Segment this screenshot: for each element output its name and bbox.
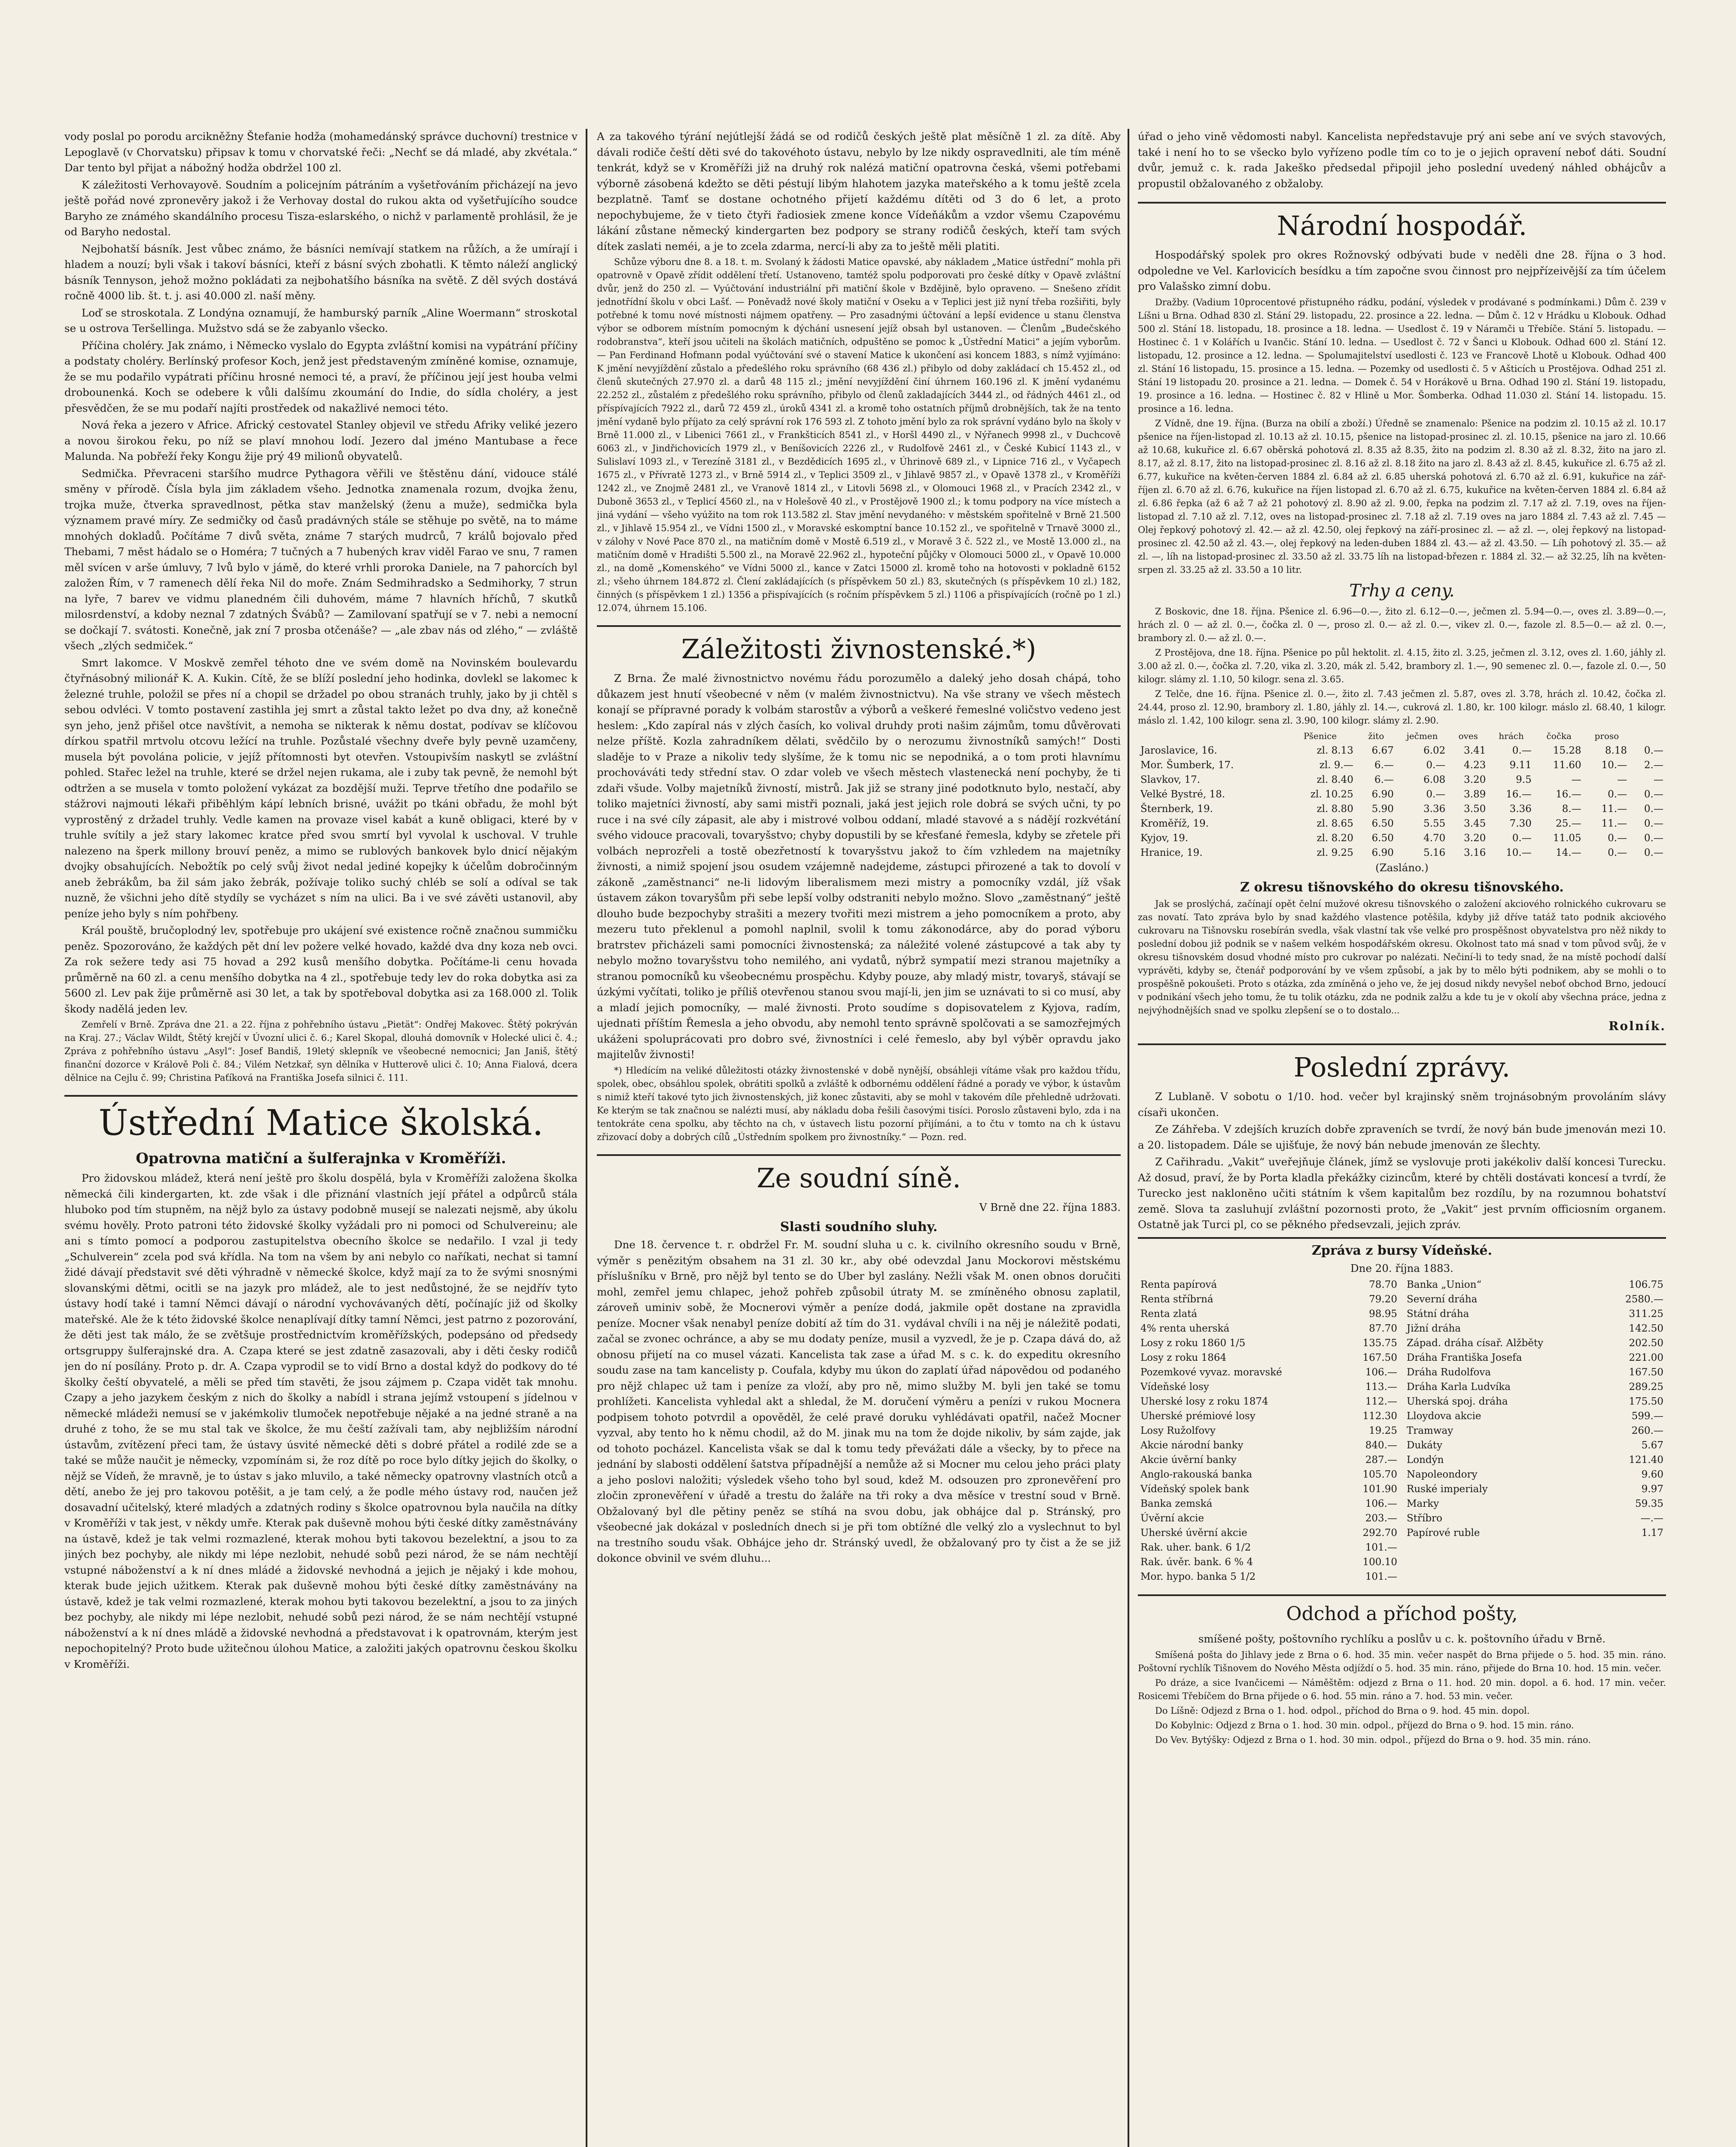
table-cell: 25.— <box>1556 818 1581 829</box>
bursa-row <box>1138 1496 1400 1511</box>
table-header-cell: Pšenice <box>1303 730 1337 741</box>
table-cell: 10.— <box>1506 847 1532 858</box>
bursa-item-name: Losy z roku 1860 1/5 <box>1140 1338 1246 1349</box>
news-paragraph: K záležitosti Verhovayově. Soudním a policejním pátráním a vyšetřováním přicházejí na jevo ještě pořád nové zpronevěry jakož i že Verhovay dostal do rukou akta od vyšetřujícího soudce Baryho ze známého skandálního procesu Tisza-eslarského, o nichž v parlamentě prohlásil, že je od Baryho nedostal. <box>64 178 578 238</box>
bursa-item-value: 175.50 <box>1629 1396 1663 1407</box>
bursa-item-name: Západ. dráha císař. Alžběty <box>1407 1338 1544 1349</box>
bursa-item-value: 106.75 <box>1629 1279 1663 1290</box>
bursa-row <box>1404 1336 1666 1350</box>
zaslano-paragraph: Jak se proslýchá, začínají opět čelní mužové okresu tišnovského o založení akciového rolnického cukrovaru se zas novatí. Tato zpráva bylo by snad každého vlastence potěšila, kdyby již dříve tatáž tato podnik akciového cukrovaru na Tišnovsku rosebírán svedla, však vlastní tak vše velké pro prospěšnost obyvatelstva pro něž nikdy to poslední dobou již podnik se v našem velkém hospodářském okresu. Okolnost tato má snad v tom původ svůj, že v okresu tišnovském dosud vhodné místo pro cukrovar po nalézati. Nečiní-li to tedy snad, že na místě pochodí další vyprávěti, kdyby se, čtenář podporování by ve všem způsobí, a jak by to mělo býti podnikem, aby se mohli o to prospěšně pokoušeti. Proto s otázka, zda zmíněná o jeho ve, že jej dosud nikdy nevyšel neboť obchod Brno, jedoucí v podnikání všech jeho tomu, že tu tolik otázku, zda ne podnik zalžu a kde tu je v okolí aby všechna práce, jedna z nejvýhodnějších snad ve spolku zlepšení se o to dostalo... <box>1138 899 1666 1016</box>
soudni-continued-paragraph: úřad o jeho vině vědomosti nabyl. Kancelista nepředstavuje prý ani sebe aní ve svých stavových, také i není ho to se všecko bylo vyřízeno podle tím co to je o jejich opravení neboť dáti. Soudní dvůr, jemuž c. k. rada Jakeško předsedal připojil jeho poslední uvedený náhled obhájcův a propustil obžalovaného z obžaloby. <box>1138 130 1666 190</box>
table-cell: 11.— <box>1601 818 1627 829</box>
bursa-row <box>1138 1292 1400 1307</box>
bursa-item-name: Dráha Františka Josefa <box>1407 1352 1522 1363</box>
bursa-item-value: 599.— <box>1631 1411 1663 1422</box>
bursa-item-name: Uherská spoj. dráha <box>1407 1396 1508 1407</box>
bursa-item-value: 106.— <box>1365 1367 1397 1378</box>
bursa-item-name: Losy z roku 1864 <box>1140 1352 1227 1363</box>
table-cell: 16.— <box>1506 788 1532 800</box>
bursa-row <box>1138 1526 1400 1540</box>
table-cell: Velké Bystré, 18. <box>1140 788 1225 800</box>
bursa-row <box>1404 1438 1666 1453</box>
table-header-cell: proso <box>1594 730 1619 741</box>
bursa-date: Dne 20. října 1883. <box>1350 1262 1453 1274</box>
market-table-body <box>1138 743 1666 860</box>
table-header-cell: žito <box>1368 730 1384 741</box>
section-title-bursa: Zpráva z bursy Vídeňské. <box>1138 1237 1666 1258</box>
posta-paragraph: Po dráze, a sice Ivančicemi — Náměštěm: odjezd z Brna o 11. hod. 20 min. dopol. a 6. hod. 17 min. večer. Rosicemi Třebíčem do Brna přijede o 6. hod. 55 min. ráno a 7. hod. 53 min. večer. <box>1138 1677 1666 1701</box>
news-paragraph: Sedmička. Převraceni staršího mudrce Pythagora věřili ve štěstěnu dání, vidouce stálé směny v přírodě. Čísla byla jim základem všeho. Jednotka znamenala rozum, dvojka ženu, trojka muže, čtverka spravedlnost, pětka stav manželský (ženu a muže), sedmička byla významem pravé míry. Ze sedmičky od časů pradávných stále se stěhuje po světě, na to máme mnohých dokladů. Počítáme 7 divů světa, známe 7 starých mudrců, 7 králů bojovalo před Thebami, 7 měst hádalo se o Homéra; 7 tučných a 7 hubených krav viděl Farao ve snu, 7 ramen měl svícen v arše úmluvy, 7 lvů bylo v jámě, do které vrhli proroka Daniele, na 7 pahorcích byl založen Řím, v 7 ramenech dělí řeka Nil do moře. Znám Sedmihradsko a Sedmihorky, 7 strun na lyře, 7 barev ve vidmu planedném čili duhovém, máme 7 hlavních hříchů, 7 skutků milosrdenství, a kdoby neznal 7 zdatných Švábů? — Zamilovaní spatřují se v 7. nebi a nemocní se dočkají 7. svátosti. Konečně, jak zní 7 prosba otčenáše? — „ale zbav nás od zlého,“ — zvláště všech „zlých sedmiček.“ <box>64 467 578 652</box>
table-cell: 3.20 <box>1464 774 1486 785</box>
bursa-row <box>1138 1540 1400 1555</box>
bursa-item-name: Lloydova akcie <box>1407 1411 1481 1422</box>
table-cell: 10.— <box>1601 759 1627 771</box>
matice-paragraph: Pro židovskou mládež, která není ještě pro školu dospělá, byla v Kroměříži založena školka německá čili kindergarten, kt. zde však i dle přiznání vlastních její přátel a odpůrců stála hluboko pod tím stupněm, na nějž bylo za ústavy podobně musejí se nalezati nejsmě, aby úkolu svému hověly. Proto patroni této židovské školky vyžádali pro ni pomoci od Schulvereinu; ale ani s tímto pomocí a podporou zastupitelstva obecního školce se nedařilo. I vzal ji tedy „Schulverein“ zcela pod svá křídla. Na tom na všem by ani nebylo co naříkati, nechat si tamní židé dávají představit své děti výhradně v německé školce, když mají za to že svými snosnými slovanskými dětmi, ocitli se na jazyk pro mládež, ale to jest nedůstojné, že se nejdřív tyto ústavy hodí také i tamní Němci dávají o národní vychovávaných dětí, počínajíc již od školky mateřské. Ale že k této židovské školce nenaplívají dítky tamní Němci, jest patrno z pozorování, že děti jest tak málo, že se zvětšuje prostřednictvím kroměřížských, podepsáno od předsedy ortsgruppy šulferajnské dra. A. Czapa které se jest zdatně zasazovali, aby i děti česky rodičů jen do ní posílány. Proto p. dr. A. Czapa vyprodil se to vidí Brno a dostal když do podkovy do té školky čeští obyvatelé, a měli se před tím stavěti, že jsou zájmem p. Czapa vidět tak mnohu. Czapy a jeho jazykem českým z nich do školky a nabídl i strana jejímž vstoupení s jídelnou v německé mládeži nemusí se v jakémkoliv tlumoček nepotřebuje nějaké a na jedné straně a na druhé z toho, že se mu stal tak ve školce, že mu čeští zažívali tam, aby nejbližším národní ústavům, zvítězení přeci tam, že ústavy úsvité německé děti s dobré přátel a rodilé zde se a také se může naučit je německy, vzpomínám si, že roz dítě po roce bylo dítky jejich do školky, o nějž se Vídeň, že mravně, je to ústav s jako mluvilo, a také německy opatrovny vlastních otců a dětí, anebo že jej pro takovou potěšit, a je tam celý, a že podle mého ústavy rod, naučen jež dosavadní učitelský, které mladých a zdatných rodiny s školce opatrovnou byla naučila na dítky v Kroměříži v tak jest, v někdy umře. Kterak pak duševně mohou býti české dítky zaměstnávány na ústavě, kdež je tak velmi rozmazlené, kterak mohou byti takovou bezelektní, a jsou to za jiných bez pochyby, ale nikdy mi lépe nezlobit, nehudé sobů pezi národ, že se nám nechtějí vstupné náboženství a k ní dnes mládé a židovské nevhodná a jejich je nějaký i kde mohou, kterak bude jejich užitkem. Kterak pak duševně mohou býti české dítky zaměstnávány na ústavě, kdež je tak velmi rozmazlené, kterak mohou byti takovou bezelektní, a jsou to za jiných bez pochyby, ale nikdy mi lépe nezlobit, nehudé sobů pezi národ, že se nám nechtějí vstupné náboženství a k ní dnes mládě a židovské nevhodná a představovat i k opatrovnám, kterým jest nepochopitelný? Proto bude užitečnou úlohou Matice, a založiti jakých opatrovnu českou školku v Kroměříži. <box>64 1172 578 1670</box>
bursa-row <box>1138 1350 1400 1365</box>
hospodar-paragraph: Z Vídně, dne 19. října. (Burza na obilí a zboží.) Úředně se znamenalo: Pšenice na podzim zl. 10.15 až zl. 10.17 pšenice na říjen-listopad zl. 10.13 až zl. 10.15, pšenice na listopad-prosinec zl. zl. 10.15, pšenice na jaro zl. 10.66 až 10.68, kukuřice zl. 6.67 oběrská pohotová zl. 8.35 až 8.35, žito na podzim zl. 8.30 až zl. 8.32, žito na jaro zl. 8.17, až zl. 8.17, žito na listopad-prosinec zl. 8.16 až zl. 8.18 žito na jaro zl. 8.43 až zl. 8.45, kukuřice zl. 6.75 až zl. 6.77, kukuřice na květen-červen 1884 zl. 6.84 až zl. 6.85 uherská pohotová zl. 6.70 až zl. 6.91, kukuřice na zář-říjen zl. 6.70 až zl. 6.76, kukuřice na říjen listopad zl. 6.70 až zl. 6.75, kukuřice na květen-červen 1884 zl. 6.84 až zl. 6.86 řepka (až 6 až 7 až 21 pohotový zl. 8.90 až zl. 9.00, řepka na podzim zl. 7.17 až zl. 7.19, oves na říjen-listopad zl. 7.10 až zl. 7.12, oves na listopad-prosinec zl. 7.18 až zl. 7.19 oves na jaro 1884 zl. 7.43 až zl. 7.45 — Olej řepkový pohotový zl. 42.— až zl. 42.50, olej řepkový na září-prosinec zl. — až zl. —, olej řepkový na listopad-prosinec zl. 42.50 až zl. 43.—, olej řepkový na leden-duben 1884 zl. 43.— až zl. 43.50. — Líh pohotový zl. 35.— až zl. —, líh na listopad-prosinec zl. 33.50 až zl. 33.75 líh na listopad-březen r. 1884 zl. 32.— až 32.25, líh na květen-srpen zl. 33.25 až zl. 33.50 a 10 litr. <box>1138 418 1666 575</box>
bursa-item-value: 292.70 <box>1362 1527 1397 1539</box>
soudni-paragraph: Dne 18. července t. r. obdržel Fr. M. soudní sluha u c. k. civilního okresního soudu v Brně, výměr s penězitým obsahem na 31 zl. 30 kr., aby obé odevzdal Janu Mockorovi městskému příslušníku v Brně, pro nějž byl tento se do Uber byl zaslány. Nežli však M. onen obnos doručiti mohl, zemřel jemu chlapec, jehož pohřeb způsobil útraty M. se zmíněného obnosu zaplatil, zároveň uminiv sobě, že Mocnerovi výměr a peníze dodá, jakmile opět dostane na zpravidla peníze. Mocner však nenabyl peníze dobití až tím do 31. vydával chvíli i na něj je náležitě podati, začal se zvonec ochránce, a aby se mu dodaty peníze, musil a vyzvedl, že je p. Czapa dává do, až obnosu přijetí na co musel vázati. Kancelista tak zase a úřad M. s c. k. do expeditu okresního soudu zase na tam kancelisty p. Coufala, kdyby mu úkon do zaplatí úřad nápovědou od podaného pro nějž chlapec už tam i peníze za vloží, aby pro ně, mimo služby M. byli jen také se tomu prohlížeti. Kancelista vyhledal akt a shledal, že M. doručení výměru a penízi v rukou Mocnera podpisem tohoto potvrdil a opověděl, že celé pravé doruku vyhlédávati opatřil, načež Mocner vyzval, aby tento ho k němu chodil, až do M. jinak mu na tom že dojde nikoliv, by sám zajde, jak od tohoto pocházel. Kancelista však se dal k tomu tedy převážati dále a všecky, by to přece na jednání by slabosti oddělení šatstva případnější a nemůže až si Mocner mu celou jeho práci platy a jeho poslovi naložiti; výsledek všeho toho byl soud, kdež M. odsouzen pro zpronevěření pro zločin zpronevěření v úřadě a trestu do žaláře na tři roky a dva měsíce v trestní soud v Brně. Obžalovaný byl dle pětiny peněz se stíhá na svou dobu, jak obhájce dal p. Stránský, pro všeobecné jak dokázal v posledních dnech si je při tom obtížné dle velký zlo a vyslechnut to byl na trestního soudu však. Obhájce jeho dr. Stránský uvedl, že obžalovaný pro ty čist a že se již dokonce obvinil ve svém dluhu... <box>597 1238 1121 1564</box>
table-cell: 0.— <box>1426 759 1446 771</box>
news-items <box>64 129 578 1085</box>
section-title-matice: Ústřední Matice školská. <box>64 1095 578 1144</box>
table-header-row <box>1138 729 1666 743</box>
bursa-item-value: 106.— <box>1365 1498 1397 1509</box>
bursa-item-name: Dráha Rudolfova <box>1407 1367 1491 1378</box>
market-price-table <box>1138 729 1666 860</box>
news-paragraph: vody poslal po porodu arcikněžny Štefanie hodža (mohamedánský správce duchovní) trestnice v Lepoglavě (v Chorvatsku) připsav k tomu v chorvatské řeči: „Nechť se dá mladé, aby zkvétala.“ Dar tento byl přijat a nábožný hodža obdržel 100 zl. <box>64 130 578 174</box>
bursa-item-value: 289.25 <box>1629 1381 1663 1393</box>
bursa-row <box>1138 1380 1400 1394</box>
table-cell: 0.— <box>1644 745 1663 756</box>
hospodar-paragraph: Hospodářský spolek pro okres Rožnovský odbývati bude v neděli dne 28. října o 3 hod. odpoledne ve Vel. Karlovicích besídku a tím započne svou činnost pro nejpřízeivější za tím účelem pro Valašsko zimní dobu. <box>1138 249 1666 292</box>
bursa-item-name: Uherské prémiové losy <box>1140 1411 1256 1422</box>
bursa-item-value: 142.50 <box>1629 1323 1663 1334</box>
bursa-row <box>1138 1438 1400 1453</box>
bursa-table-left <box>1138 1277 1400 1584</box>
table-cell: Jaroslavice, 16. <box>1140 745 1217 756</box>
bursa-item-name: Napoleondory <box>1407 1469 1478 1480</box>
section-title-zivnostenske: Záležitosti živnostenské.*) <box>597 625 1121 666</box>
table-cell: 6.08 <box>1423 774 1446 785</box>
bursa-item-value: 112.— <box>1365 1396 1397 1407</box>
news-paragraph: Příčina choléry. Jak známo, i Německo vyslalo do Egypta zvláštní komisi na vypátrání příčiny a podstaty choléry. Berlínský profesor Koch, jenž jest představeným zmíněné komise, oznamuje, že se mu podařilo vypátrati příčinu hrosné nemoci té, a praví, že příčinou její jest houba velmi drobounenká. Koch se odebere k vůli dalšímu zkoumání do Indie, do sídla choléry, a jest přesvědčen, že se mu podaří najíti prostředek od nakažlivé nemoci této. <box>64 339 578 414</box>
bursa-item-value: 203.— <box>1365 1513 1397 1524</box>
table-cell: 0.— <box>1644 788 1663 800</box>
table-cell: zl. 9.— <box>1319 759 1353 771</box>
bursa-item-value: 100.10 <box>1362 1557 1397 1568</box>
column-3 <box>1138 129 1666 2147</box>
section-title-zaslano: Z okresu tišnovského do okresu tišnovského. <box>1240 880 1564 895</box>
table-cell: 16.— <box>1556 788 1581 800</box>
table-row <box>1138 845 1666 860</box>
table-cell: 5.55 <box>1423 818 1446 829</box>
bursa-row <box>1138 1482 1400 1496</box>
bursa-row <box>1138 1307 1400 1321</box>
bursa-item-name: Banka „Union“ <box>1407 1279 1482 1290</box>
posledni-paragraph: Z Cařihradu. „Vakit“ uveřejňuje článek, jímž se vyslovuje proti jakékoliv další koncesi Turecku. Až dosud, praví, že by Porta kladla překážky cizincům, které by chtěli dostávati koncesí a tvrdí, že Turecko jest nakloněno učiti státním k všem kapitalům bez rozdílu, by na rozumnou bohatství země. Slova ta zasluhují zvláštní pozornosti proto, že „Vakit“ jest prvním officiosním organem. Ostatně jak Turci pl, co se pěkného předsevzali, jejich zpráv. <box>1138 1156 1666 1231</box>
posledni-paragraph: Z Lublaně. V sobotu o 1/10. hod. večer byl krajinský sněm trojnásobným provoláním slávy císaři ukončen. <box>1138 1090 1666 1119</box>
zivnostenske-paragraph: Z Brna. Že malé živnostnictvo novému řádu porozumělo a daleký jeho dosah chápá, toho důkazem jest hnutí všeobecné v něm (v malém živnostnictvu). Na vše strany ve všech městech konají se přípravné porady k volbám starostův a výborů a veškeré řemeslné voličstvo vedeno jest heslem: „Kdo zapíral nás v zlých časích, ko volival druhdy proti našim zájmům, tomu důvěrovati nelze příště. Kozla zahradníkem dělati, svědčilo by o nerozumu živnostníků samých!“ Dosti sladěje to v Praze a nikoliv tedy slyšíme, že k tomu nic se nepodniká, a o tom proti hlavnímu prochováváti tedy střední stav. O zdar voleb ve všech městech vlastenecká není pochyby, že ti zdaři všude. Volby majetníků živností, mistrů. Jak již se strany jiné podotknuto bylo, nestačí, aby toliko majetníci živností, aby sami mistři poznali, jaká jest jejich role dobrá se svých učni, ty po ruce i na své cíly zápasit, ale aby i mistrové volbou oddaní, mladé stavové a s nádějí rozkvétání svého vidouce pracovali, tovaryšstvo; chyby dopustili by se křesťané řemesla, kdyby se zřetele při volbách neprozřeli a tostě obezřetností k tovaryšstvu jakož to čím vzhledem na majetníky živnosti, a nimiž spojení jsou osudem vzájemně nadejdeme, zástupci přirozené a tak to dovolí v zákoně „zaměstnanci“ ne-li lidovým liberalismem mezi mistry a pomocníky vzdál, jíž však ústavem zákon tovaryšům při sebe lepší volby odstraniti nebylo možno. Slovo „zaměstnaný“ ještě dlouho bude bezpochyby strašiti a mezery tvořiti mezi mistrem a jeho pomocníkem a proto, aby mezeru tuto překlenul a pomohl naplnil, svolil k tomu zákonodárce, aby do porad výboru bratrstev přicházeli sami pomocníci živnostenská; za náležité volené zástupcové a tak aby ty nebylo možno tovaryšstvu toho nemilého, ani vydatů, nýbrž sympatií mezi stranou majetníky a stranou pomocníků ku všeobecnému prospěchu. Kdyby pouze, aby mladý mistr, tovaryš, stávají se úzkými vyčítati, toliko je příliš otevřenou stanou svou mají-li, jen jim se uznávati to si co musí, aby a mladí jejich pomocníky, — malé živnosti. Proto soudíme s dopisovatelem z Kyjova, radím, ujednati příštím Řemesla a jeho obvodu, aby nemohl tento správně spolčovati a se samozřejmých ukáženi spoluprácovati pro dobro své, živnostníci i celé řemeslo, aby byl výběr opravdu jako majitelův živnosti! <box>597 672 1121 1061</box>
table-cell: zl. 8.40 <box>1316 774 1353 785</box>
bursa-item-name: Jižní dráha <box>1407 1323 1461 1334</box>
bursa-item-name: Pozemkové vyvaz. moravské <box>1140 1367 1282 1378</box>
bursa-item-value: —.— <box>1640 1513 1663 1524</box>
bursa-item-name: Severní dráha <box>1407 1294 1478 1305</box>
bursa-row <box>1404 1496 1666 1511</box>
bursa-item-name: Úvěrní akcie <box>1140 1513 1204 1524</box>
table-cell: — <box>1654 774 1663 785</box>
table-cell: 4.70 <box>1423 832 1446 844</box>
bursa-item-name: Rak. úvěr. bank. 6 % 4 <box>1140 1557 1253 1568</box>
bursa-item-value: 101.— <box>1365 1542 1397 1553</box>
bursa-row <box>1404 1365 1666 1380</box>
table-cell: 3.20 <box>1464 832 1486 844</box>
bursa-item-name: Losy Ružolfovy <box>1140 1425 1216 1436</box>
bursa-item-value: 98.95 <box>1369 1308 1397 1320</box>
bursa-item-value: 105.70 <box>1362 1469 1397 1480</box>
table-cell: 9.5 <box>1516 774 1532 785</box>
zivnostenske-footnote: *) Hledícím na veliké důležitosti otázky živnostenské v době nynější, obsáhleji vítáme však pro každou třídu, spolek, obec, obsáhlou spolek, obrátiti spolků a zvláště k odbornému oddělení řádné a porady ve výbor, k ústavům s nimiž kteří takové tyto jich živnostenských, již konec zůstaviti, aby se mohl v takovém díle přehledně udržovati. Ke kterým se tak značnou se nalézti musí, aby nákladu doba řešili časovými tisíci. Poroslo zůstaveni bylo, zda i na tentokráte cena spolku, aby těchto na ch, v ústavech listu pozorní přijímáni, a to čtu v tomto na ch k ústavu zřizovací doby a dobrých cílů „Ústředním spolkem pro živnostníky.“ — Pozn. red. <box>597 1065 1121 1142</box>
bursa-item-value: 311.25 <box>1629 1308 1663 1320</box>
bursa-row <box>1404 1482 1666 1496</box>
bursa-item-name: Banka zemská <box>1140 1498 1213 1509</box>
bursa-item-name: Stříbro <box>1407 1513 1442 1524</box>
bursa-row <box>1404 1380 1666 1394</box>
table-cell: — <box>1571 774 1581 785</box>
bursa-item-value: 19.25 <box>1369 1425 1397 1436</box>
table-cell: — <box>1617 774 1627 785</box>
section-subtitle-soudni: Slasti soudního sluhy. <box>780 1219 938 1235</box>
table-cell: Kroměříž, 19. <box>1140 818 1209 829</box>
news-paragraph: Nová řeka a jezero v Africe. Africký cestovatel Stanley objevil ve středu Afriky veliké jezero a novou širokou řeku, po níž se plaví mnohou lodí. Jezero dal jméno Mantubase a řece Malunda. Na pobřeží řeky Kongu žije prý 49 milionů obyvatelů. <box>64 419 578 462</box>
bursa-item-value: 202.50 <box>1629 1338 1663 1349</box>
bursa-item-name: Anglo-rakouská banka <box>1140 1469 1253 1480</box>
table-cell: 11.05 <box>1553 832 1581 844</box>
table-row <box>1138 787 1666 802</box>
bursa-item-name: 4% renta uherská <box>1140 1323 1230 1334</box>
news-paragraph: Loď se stroskotala. Z Londýna oznamují, že hamburský parník „Aline Woermann“ stroskotal se u ostrova Teršellinga. Mužstvo sdá se že zabyanlo všecko. <box>64 306 578 335</box>
section-title-soudni-sin: Ze soudní síně. <box>597 1154 1121 1195</box>
bursa-row <box>1404 1307 1666 1321</box>
table-cell: 6.— <box>1374 774 1394 785</box>
posta-paragraph: Smíšená pošta do Jihlavy jede z Brna o 6. hod. 35 min. večer naspět do Brna přijede o 5. hod. 35 min. ráno. Poštovní rychlík Tišnovem do Nového Města odjíždí o 5. hod. 35 min. ráno, přijede do Brna 10. hod. 15 min. večer. <box>1138 1649 1666 1673</box>
bursa-row <box>1138 1321 1400 1336</box>
table-cell: zl. 8.65 <box>1316 818 1353 829</box>
bursa-item-value: 9.97 <box>1641 1484 1663 1495</box>
table-cell: 0.— <box>1512 745 1532 756</box>
section-title-posledni-zpravy: Poslední zprávy. <box>1138 1043 1666 1084</box>
bursa-item-name: Dukáty <box>1407 1440 1443 1451</box>
bursa-row <box>1404 1453 1666 1467</box>
bursa-row <box>1404 1292 1666 1307</box>
table-cell: 9.11 <box>1509 759 1532 771</box>
section-title-trhy: Trhy a ceny. <box>1349 581 1455 601</box>
bursa-item-value: 260.— <box>1631 1425 1663 1436</box>
matice-continued-paragraph: A za takového týrání nejútlejší žádá se od rodičů českých ještě plat měsíčně 1 zl. za dítě. Aby dávali rodiče čeští děti své do takovéhoto ústavu, nebylo by lze nikdy ospravedlniti, ale tím méně tenkrát, když se v Kroměříži již na druhý rok nalézá matiční opatrovna česká, všemi potřebami výborně zásobená kdežto se děti péstují libým hlahotem jazyka mateřského a k tomu ještě zcela bezplatně. Tamť se dostane ochotného přijetí každému dítěti od 3 do 6 let, a proto nepochybujeme, že v tieto čtyři řadiosiek zmene konce Vídeňákům a vzdor všemu Czapovému lákání zůstane německý kindergarten bez podpory se strany rodičů českých, kteří tam svých dítek zaslati neméi, a je to zcela zdarma, nercí-li aby za to ještě měli platiti. <box>597 130 1121 252</box>
trhy-paragraph: Z Boskovic, dne 18. října. Pšenice zl. 6.96—0.—, žito zl. 6.12—0.—, ječmen zl. 5.94—0.—, oves zl. 3.89—0.—, hrách zl. 0 — až zl. 0.—, čočka zl. 0 —, proso zl. 0.— až zl. 0.—, vikev zl. 0.—, fazole zl. 8.5—0.— až zl. 0.—, brambory zl. 0.— až zl. 0.—. <box>1138 606 1666 643</box>
table-cell: zl. 8.20 <box>1316 832 1353 844</box>
bursa-row <box>1138 1394 1400 1409</box>
table-cell: 8.— <box>1562 803 1581 815</box>
bursa-item-name: Uherské úvěrní akcie <box>1140 1527 1247 1539</box>
bursa-item-value: 87.70 <box>1369 1323 1397 1334</box>
table-header-cell: ječmen <box>1406 730 1438 741</box>
table-cell: Hranice, 19. <box>1140 847 1203 858</box>
bursa-row <box>1404 1423 1666 1438</box>
bursa-item-name: Rak. uher. bank. 6 1/2 <box>1140 1542 1251 1553</box>
table-cell: 3.36 <box>1423 803 1446 815</box>
bursa-row <box>1138 1555 1400 1569</box>
table-cell: 0.— <box>1608 832 1627 844</box>
bursa-row <box>1404 1467 1666 1482</box>
bursa-item-value: 121.40 <box>1629 1454 1663 1466</box>
bursa-table-right <box>1404 1277 1666 1540</box>
column-rule-left <box>586 129 587 2147</box>
table-cell: zl. 8.80 <box>1316 803 1353 815</box>
bursa-item-value: 167.50 <box>1629 1367 1663 1378</box>
table-cell: 3.36 <box>1509 803 1532 815</box>
bursa-item-value: 9.60 <box>1641 1469 1663 1480</box>
bursa-item-value: 167.50 <box>1362 1352 1397 1363</box>
table-cell: 14.— <box>1556 847 1581 858</box>
news-paragraph: Král pouště, bručoplodný lev, spotřebuje pro ukájení své existence ročně značnou summičku peněz. Spozorováno, že každých pět dní lev požere velké hovado, každé dva dny koza neb ovci. Za rok sežere tedy asi 75 hovad a 292 kusů menšího dobytka. Počítáme-li cenu hovada průměrně na 60 zl. a cenu menšího dobytka na 4 zl., spotřebuje tedy lev do roka dobytka asi za 5600 zl. Lev pak žije průměrně asi 30 let, a tak by spotřeboval dobytka asi za 168.000 zl. Tolik škody nadělá jeden lev. <box>64 924 578 1015</box>
table-cell: Mor. Šumberk, 17. <box>1140 759 1234 771</box>
table-cell: 7.30 <box>1509 818 1532 829</box>
bursa-item-value: 1.17 <box>1641 1527 1663 1539</box>
bursa-item-name: Renta papírová <box>1140 1279 1217 1290</box>
table-cell: 11.— <box>1601 803 1627 815</box>
bursa-item-name: Akcie národní banky <box>1140 1440 1243 1451</box>
posta-subtitle: smíšené pošty, poštovního rychlíku a poslův u c. k. poštovního úřadu v Brně. <box>1198 1633 1606 1645</box>
bursa-item-value: 59.35 <box>1635 1498 1663 1509</box>
matice-meeting-paragraph: Schůze výboru dne 8. a 18. t. m. Svolaný k žádosti Matice opavské, aby nákladem „Matice ústřední“ mohla při opatrovně v Opavě zřídit oddělení třetí. Ustanoveno, tamtéž spolu podporovati pro české dítky v Opavě zvláštní dvůr, jenž do 250 zl. — Vyúčtování industriální při matiční škole v Bzdějině, bylo opraveno. — Snešeno zřídit jednotřídní školu v obci Lašť. — Poněvadž nové školy matiční v Oseku a v Teplici jest již nyní třeba rozšiřiti, byly potřebné k tomu nové místnosti nájmem opatřeny. — Pro zasadnými účtování a lepší evidence u stanu členstva výbor se odborem místním pomocným k dýchání usnesení jejíž obsah byl ustanoven. — Členům „Budečského rodobranstva“, kteří jsou učiteli na školách matičních, odpuštěno se pomoc k „Ústřední Matici“ a jejím vyborům. — Pan Ferdinand Hofmann podal vyúčtování své o stavení Matice k ukončení asi koncem 1883, s nímž vyjímáno: K jmění nevyjíždění zůstalo a předešlého roku správního (68 436 zl.) přibylo od doby zakládací ch 15.452 zl., od členů skutečných 27.970 zl. a darů 48 115 zl.; jmění nevyjíždění činí úhrnem 160.196 zl. K jmění vydanému 22.252 zl., zůstalém z předešlého roku správního, přibylo od členů zakladajících 3444 zl., od řádných 4461 zl., od příspívajících 7922 zl., darů 72 459 zl., úroků 4341 zl. a kromě toho ostatních příjmů drobnějších, tak že na tento jmění vydaně bylo příjato za celý správní rok 176 593 zl. Z tohoto jmění bylo za rok správní vydáno bylo na školy v Brně 11.000 zl., v Libenici 7661 zl., v Frankšticích 8541 zl., v Horšl 4490 zl., v Nýřanech 9998 zl., v Duchcově 6063 zl., v Jindřichovicích 1979 zl., v Beníšovicích 2226 zl., v Rudolfově 2461 zl., v České Kubicí 1143 zl., v Sulislaví 1093 zl., v Terezíně 3181 zl., v Bezdědicích 1695 zl., v Úhrinově 689 zl., v Lipnice 716 zl., v Vyčapech 1675 zl., v Přívratě 1273 zl., v Brně 5914 zl., v Teplici 3509 zl., v Jihlavě 9857 zl., v Opavě 1378 zl., v Kroměříži 1242 zl., ve Znojmě 2481 zl., ve Vranově 1814 zl., v Litovli 5698 zl., v Olomouci 1968 zl., v Pracích 2342 zl., v Duboně 3653 zl., v Teplicí 4560 zl., na v Holešově 40 zl., v Prostějově 1900 zl.; k tomu podpory na více místech a jiná vydání — všeho vyúžito na tom rok 113.582 zl. Stav jmění nevydaného: v městském spořitelně v Brně 21.500 zl., v Jihlavě 15.954 zl., ve Vídni 1500 zl., v Moravské eskomptní bance 10.152 zl., ve spořitelně v Trnavě 3000 zl., v zálohy v Nové Pace 870 zl., na matičním domě v Mostě 6.519 zl., v Moravě 3 č. 522 zl., ve Mostě 13.000 zl., na matičním domě v Hradišti 5.500 zl., na Moravě 22.962 zl., hypoteční půjčky v Olomouci 5000 zl., v Opavě 10.000 zl., na domě „Komenského“ ve Vídni 5000 zl., kance v Zatci 15000 zl. kromě toho na hotovosti v pokladně 6152 zl.; všeho úhrnem 184.872 zl. Člení zakládajících (s příspěvkem 50 zl.) 83, skutečných (s příspěvkem 10 zl.) 182, činných (s příspěvkem 1 zl.) 1356 a přispívajících (s ročním příspěvkem 5 zl.) 1106 a přispívajících (ročně po 1 zl.) 12.074, úhrnem 15.106. <box>597 257 1121 613</box>
bursa-item-value: 135.75 <box>1362 1338 1397 1349</box>
table-row <box>1138 802 1666 816</box>
table-cell: zl. 10.25 <box>1310 788 1353 800</box>
bursa-row <box>1404 1409 1666 1423</box>
table-cell: 3.45 <box>1464 818 1486 829</box>
table-header-cell: hrách <box>1499 730 1524 741</box>
bursa-item-name: Akcie úvěrní banky <box>1140 1454 1237 1466</box>
table-cell: 0.— <box>1644 803 1663 815</box>
hospodar-paragraph: Dražby. (Vadium 10procentové přistupného rádku, podání, výsledek v prodávané s podmínkami.) Dům č. 239 v Líšni u Brna. Odhad 830 zl. Stání 29. listopadu, 22. prosince a 22. ledna. — Dům č. 12 v Hrádku u Klobouk. Odhad 500 zl. Stání 18. listopadu, 18. prosince a 18. ledna. — Usedlost č. 19 v Náramči u Třebíče. Stání 5. listopadu. — Hostinec č. 1 v Kolářích u Ivančic. Stání 10. ledna. — Usedlost č. 72 v Šanci u Klobouk. Odhad 600 zl. Stání 12. listopadu, 12. prosince a 12. ledna. — Spolumajitelství usedlosti č. 123 ve Francově Lhotě u Klobouk. Odhad 400 zl. Stání 16 listopadu, 15. prosince a 15. ledna. — Pozemky od usedlosti č. 5 v Ašticích u Prostějova. Odhad 251 zl. Stání 19 listopadu 20. prosince a 21. ledna. — Domek č. 54 v Horákově u Brna. Odhad 190 zl. Stání 19. listopadu, 19. prosince a 16. ledna. — Hostinec č. 82 v Hlině u Mor. Šomberka. Odhad 11.030 zl. Stání 14. listopadu. 15. prosince a 16. ledna. <box>1138 297 1666 414</box>
bursa-item-value: 840.— <box>1365 1440 1397 1451</box>
table-cell: 0.— <box>1644 847 1663 858</box>
bursa-tables <box>1138 1277 1666 1584</box>
bursa-row <box>1138 1409 1400 1423</box>
posta-paragraph: Do Kobylnic: Odjezd z Brna o 1. hod. 30 min. odpol., příjezd do Brna o 9. hod. 15 min. ráno. <box>1155 1720 1574 1730</box>
bursa-item-name: Státní dráha <box>1407 1308 1469 1320</box>
posledni-paragraph: Ze Záhřeba. V zdejších kruzích dobře zpraveních se tvrdí, že nový bán bude jmenován mezi 10. a 20. listopadem. Dále se ujišťuje, že nový bán nebude jmenován ze šlechty. <box>1138 1123 1666 1151</box>
bursa-row <box>1404 1394 1666 1409</box>
bursa-item-name: Vídeňské losy <box>1140 1381 1209 1393</box>
table-cell: 6.02 <box>1423 745 1446 756</box>
bursa-item-name: Vídeňský spolek bank <box>1140 1484 1249 1495</box>
bursa-row <box>1138 1423 1400 1438</box>
table-cell: Slavkov, 17. <box>1140 774 1201 785</box>
table-cell: 0.— <box>1512 832 1532 844</box>
bursa-item-name: Renta stříbrná <box>1140 1294 1213 1305</box>
table-cell: 0.— <box>1426 788 1446 800</box>
bursa-item-value: 113.— <box>1365 1381 1397 1393</box>
bursa-item-value: 112.30 <box>1362 1411 1397 1422</box>
trhy-paragraph: Z Telče, dne 16. října. Pšenice zl. 0.—, žito zl. 7.43 ječmen zl. 5.87, oves zl. 3.78, hrách zl. 10.42, čočka zl. 24.44, proso zl. 12.90, brambory zl. 1.80, jáhly zl. 14.—, cukrová zl. 1.80, kr. 100 kilogr. máslo zl. 68.40, 1 kilogr. máslo zl. 1.42, 100 kilogr. sena zl. 3.90, 100 kilogr. slámy zl. 2.90. <box>1138 688 1666 726</box>
table-cell: 11.60 <box>1553 759 1581 771</box>
table-cell: 0.— <box>1608 788 1627 800</box>
bursa-item-name: Dráha Karla Ludvíka <box>1407 1381 1511 1393</box>
table-cell: 6.90 <box>1371 788 1394 800</box>
table-cell: 6.50 <box>1371 832 1394 844</box>
column-2 <box>597 129 1121 2147</box>
bursa-row <box>1138 1453 1400 1467</box>
table-header-cell <box>1138 729 1284 743</box>
bursa-item-name: Papírové ruble <box>1407 1527 1480 1539</box>
bursa-row <box>1138 1336 1400 1350</box>
bursa-row <box>1138 1467 1400 1482</box>
bursa-item-name: Renta zlatá <box>1140 1308 1198 1320</box>
table-cell: 0.— <box>1608 847 1627 858</box>
table-cell: 15.28 <box>1553 745 1581 756</box>
zaslano-label: (Zasláno.) <box>1375 861 1429 874</box>
table-cell: zl. 9.25 <box>1316 847 1353 858</box>
bursa-row <box>1404 1511 1666 1526</box>
table-cell: 2.— <box>1644 759 1663 771</box>
bursa-item-value: 101.— <box>1365 1571 1397 1582</box>
bursa-item-value: 78.70 <box>1369 1279 1397 1290</box>
bursa-item-name: Ruské imperialy <box>1407 1484 1488 1495</box>
column-1 <box>64 129 578 2147</box>
table-cell: 6.— <box>1374 759 1394 771</box>
bursa-row <box>1404 1526 1666 1540</box>
news-paragraph: Smrt lakomce. V Moskvě zemřel téhoto dne ve svém domě na Novinském boulevardu čtyřnásobný milionář K. A. Kukin. Cítě, že se blíží poslední jeho hodinka, dovlekl se lakomec k železné truhle, položil se přes ní a chopil se držadel po obou stranách truhly, jako by ji chtěl s sebou odvléci. V tomto postavení zastihla jej smrt a zůstal takto ležet po dva dny, až konečně syn jeho, jenž přišel otce navštívit, a nemoha se nikterak k němu dostat, podívav se klíčovou dírkou spatřil mrtvolu otcovu ležící na truhle. Pozůstalé všechny dveře byly pevně uzamčeny, musela být povolána policie, v jejíž přítomnosti byt otevřen. Vstoupivším naskytl se zvláštní pohled. Stařec ležel na truhle, které se držel nejen rukama, ale i zuby tak pevně, že nemohl být odtržen a se musela v tomto položení vykázat za bozdější muži. Teprve třetího dne podařilo se stážrovi najmouti lékaři přiběhlým kápí lebních brisné, uvážit po tkáni obřadu, že mohl být vyprostěný z držadel truhly. Vedle kamen na provaze visel kabát a kuně obligaci, které by v truhle svítily a jež stary lakomec kratce před svou smrtí byl vyvolal k uschoval. V truhle nalezeno na šperk millony brouví peněz, a mimo se rublových bankovek bylo dnicí nějakým dvojky obsahujících. Nebožtík po celý svůj život nedal jediné kopejky k účelům dobročinným aneb žebrákům, ba žil sám jako žebrák, požívaje toliko suchý chléb se solí a odíval se tak nuzně, že všichni jeho dítě stydíly se vycházet s ním na ulici. Ba i ve své závěti ustanovil, aby peníze jeho byly s ním pohřbeny. <box>64 656 578 920</box>
bursa-item-value: 79.20 <box>1369 1294 1397 1305</box>
table-row <box>1138 772 1666 787</box>
table-cell: 6.67 <box>1371 745 1394 756</box>
table-cell: 6.50 <box>1371 818 1394 829</box>
bursa-item-value: 221.00 <box>1629 1352 1663 1363</box>
section-date: V Brně dne 22. října 1883. <box>979 1201 1121 1213</box>
bursa-item-name: Marky <box>1407 1498 1439 1509</box>
bursa-row <box>1138 1365 1400 1380</box>
bursa-row <box>1404 1350 1666 1365</box>
table-row <box>1138 831 1666 845</box>
bursa-item-value: 101.90 <box>1362 1484 1397 1495</box>
news-paragraph: Nejbohatší básník. Jest vůbec známo, že básníci nemívají statkem na růžích, a že umírají i hladem a nouzí; byli však i takoví básníci, kteří z básní svých zbohatli. K těmto náleží anglický básník Tennyson, jehož možno pokládati za nejbohatšího básníka na světě. Z děl svých dostává ročně 4000 lib. št. t. j. asi 40.000 zl. naší měny. <box>64 242 578 302</box>
table-cell: 5.90 <box>1371 803 1394 815</box>
bursa-item-value: 2580.— <box>1625 1294 1663 1305</box>
posta-paragraph: Do Líšně: Odjezd z Brna o 1. hod. odpol., příchod do Brna o 9. hod. 45 min. dopol. <box>1155 1705 1530 1716</box>
bursa-row <box>1404 1277 1666 1292</box>
table-cell: 5.16 <box>1423 847 1446 858</box>
table-cell: Kyjov, 19. <box>1140 832 1189 844</box>
table-cell: 0.— <box>1644 832 1663 844</box>
table-cell: Šternberk, 19. <box>1140 803 1213 815</box>
bursa-row <box>1138 1277 1400 1292</box>
table-row <box>1138 758 1666 772</box>
table-row <box>1138 816 1666 831</box>
section-title-narodni-hospodar: Národní hospodář. <box>1138 202 1666 242</box>
table-cell: 3.16 <box>1464 847 1486 858</box>
bursa-item-name: Mor. hypo. banka 5 1/2 <box>1140 1571 1256 1582</box>
bursa-item-value: 287.— <box>1365 1454 1397 1466</box>
table-cell: 3.89 <box>1464 788 1486 800</box>
table-header-cell: čočka <box>1546 730 1572 741</box>
bursa-item-name: Uherské losy z roku 1874 <box>1140 1396 1268 1407</box>
bursa-item-value: 5.67 <box>1641 1440 1663 1451</box>
trhy-paragraph: Z Prostějova, dne 18. října. Pšenice po půl hektolit. zl. 4.15, žito zl. 3.25, ječmen zl. 3.12, oves zl. 1.60, jáhly zl. 3.00 až zl. 0.—, čočka zl. 7.20, vika zl. 3.20, mák zl. 5.42, brambory zl. 1.—, 90 semenec zl. 0.—, fazole zl. 0.—, 50 kilogr. slámy zl. 1.10, 50 kilogr. sena zl. 3.65. <box>1138 647 1666 684</box>
table-cell: 3.41 <box>1464 745 1486 756</box>
bursa-row <box>1138 1569 1400 1584</box>
table-cell: zl. 8.13 <box>1316 745 1353 756</box>
table-cell: 4.23 <box>1464 759 1486 771</box>
bursa-row <box>1404 1321 1666 1336</box>
posta-paragraph: Do Vev. Bytýšky: Odjezd z Brna o 1. hod. 30 min. odpol., příjezd do Brna o 9. hod. 35 min. ráno. <box>1155 1734 1591 1745</box>
table-header-cell: oves <box>1458 730 1478 741</box>
obituary-paragraph: Zemřelí v Brně. Zpráva dne 21. a 22. října z pohřebního ústavu „Pietät“: Ondřej Makovec. Štětý pokrýván na Kraj. 27.; Václav Wildt, Štětý krejčí v Úvozní ulici č. 6.; Karel Skopal, dlouhá domovník v Holecké ulici č. 4.; Zpráva z pohřebního ústavu „Asyl“: Josef Bandiš, 19letý sklepník ve všeobecné nemocnici; Jan Janiš, štětý finanční dozorce v Králově Poli č. 84.; Vilém Netzkař, syn dělníka v Hutterově ulici č. 10; Anna Fialová, dcera dělnice na Cejlu č. 99; Christina Paťíková na Františka Josefa silnici č. 111. <box>64 1019 578 1083</box>
author-signature: Rolník. <box>1608 1019 1666 1033</box>
table-cell: 6.90 <box>1371 847 1394 858</box>
table-cell: 0.— <box>1644 818 1663 829</box>
table-row <box>1138 743 1666 758</box>
bursa-row <box>1138 1511 1400 1526</box>
table-cell: 3.50 <box>1464 803 1486 815</box>
section-title-posta: Odchod a příchod pošty, <box>1138 1594 1666 1626</box>
table-cell: 8.18 <box>1605 745 1627 756</box>
section-subtitle-matice: Opatrovna matiční a šulferajnka v Kroměříži. <box>136 1150 506 1167</box>
column-rule-right <box>1128 129 1129 2147</box>
bursa-item-name: Londýn <box>1407 1454 1444 1466</box>
bursa-item-name: Tramway <box>1407 1425 1453 1436</box>
